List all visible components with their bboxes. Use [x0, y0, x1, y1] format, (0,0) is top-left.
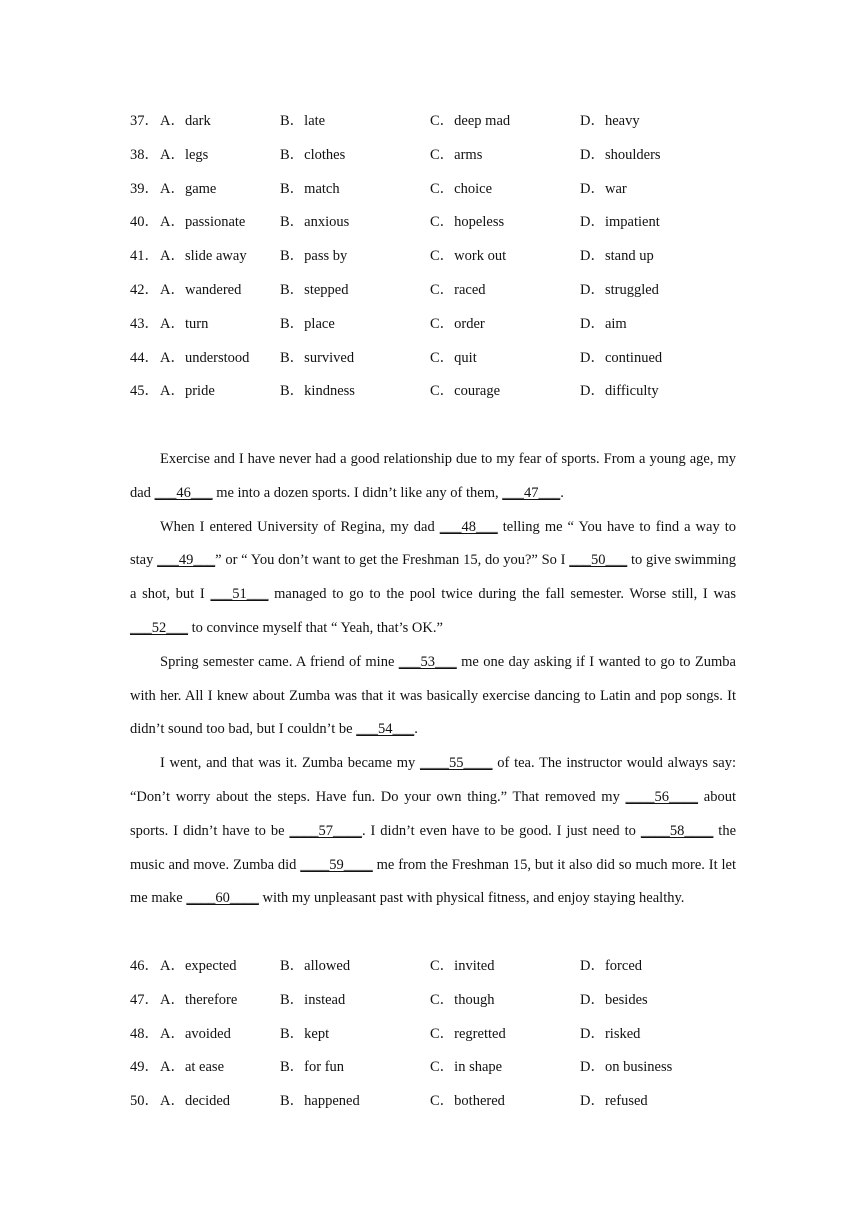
option-c: C．order — [430, 315, 485, 332]
option-b: B．survived — [280, 349, 355, 366]
option-b: B．stepped — [280, 281, 349, 298]
option-a: A．pride — [160, 383, 215, 400]
option-c: C．courage — [430, 383, 501, 400]
question-number: 50． — [130, 1093, 159, 1110]
question-number: 49． — [130, 1059, 159, 1076]
passage-text: about sports. I didn’t have to be — [130, 788, 736, 839]
option-d: D．heavy — [580, 113, 640, 129]
option-row-38 — [130, 139, 750, 173]
option-d: D．on business — [580, 1059, 673, 1076]
option-a: A．passionate — [160, 214, 246, 231]
option-row-42 — [130, 274, 750, 308]
option-c: C．hopeless — [430, 214, 505, 231]
passage-text: the music and move. Zumba did — [130, 822, 736, 873]
option-a: A．therefore — [160, 991, 238, 1008]
question-number: 40． — [130, 214, 159, 231]
option-c: C．in shape — [430, 1059, 503, 1076]
passage-text: with my unpleasant past with physical fitness, and enjoy staying healthy. — [258, 890, 685, 907]
option-b: B．for fun — [280, 1059, 345, 1076]
option-d: D．continued — [580, 349, 663, 366]
passage-text: telling me “ You have to find a way to stay — [130, 518, 736, 569]
option-row-37 — [130, 105, 750, 139]
blank-51: ___51___ — [210, 586, 269, 603]
option-d: D．shoulders — [580, 146, 661, 163]
blank-60: ____60____ — [186, 890, 259, 907]
question-number: 37． — [130, 113, 159, 129]
option-b: B．allowed — [280, 958, 351, 974]
passage-text: . — [560, 484, 564, 501]
option-a: A．avoided — [160, 1025, 231, 1042]
passage-text: ” or “ You don’t want to get the Freshman 15, do you?” So I — [215, 552, 570, 569]
option-row-39 — [130, 173, 750, 207]
option-d: D．besides — [580, 991, 648, 1008]
question-number: 41． — [130, 248, 159, 265]
blank-52: ___52___ — [130, 619, 188, 636]
option-c: C．deep mad — [430, 113, 511, 129]
question-number: 39． — [130, 180, 159, 197]
option-a: A．at ease — [160, 1059, 225, 1076]
passage-text: . I didn’t even have to be good. I just need to — [361, 822, 641, 839]
passage-text: to convince myself that “ Yeah, that’s OK.” — [188, 619, 443, 636]
blank-47: ___47___ — [502, 484, 561, 501]
options-bottom — [130, 950, 750, 1119]
passage-text: me one day asking if I wanted to go to Zumba with her. All I knew about Zumba was that it was basically exercise dancing to Latin and pop songs. It didn’t sound too bad, but I couldn’t be — [130, 653, 736, 738]
option-c: C．invited — [430, 958, 495, 974]
blank-49: ___49___ — [157, 552, 216, 569]
option-d: D．risked — [580, 1025, 641, 1042]
question-number: 43． — [130, 315, 159, 332]
option-a: A．dark — [160, 113, 211, 129]
option-b: B．kept — [280, 1025, 330, 1042]
paragraph-2 — [130, 511, 736, 646]
option-b: B．place — [280, 315, 335, 332]
passage-text: . — [414, 721, 418, 738]
passage-text: to give swimming a shot, but I — [130, 552, 736, 603]
cloze-passage — [130, 443, 736, 916]
option-a: A．slide away — [160, 248, 247, 265]
option-c: C．regretted — [430, 1025, 506, 1042]
blank-46: ___46___ — [154, 484, 213, 501]
paragraph-1 — [130, 443, 736, 511]
blank-57: ____57____ — [289, 822, 362, 839]
option-a: A．expected — [160, 958, 237, 974]
question-number: 48． — [130, 1025, 159, 1042]
option-d: D．refused — [580, 1093, 648, 1110]
passage-text: Spring semester came. A friend of mine — [160, 653, 399, 670]
option-row-50 — [130, 1085, 750, 1119]
option-c: C．bothered — [430, 1093, 505, 1110]
paragraph-4 — [130, 747, 736, 916]
option-row-40 — [130, 206, 750, 240]
option-row-48 — [130, 1018, 750, 1052]
blank-48: ___48___ — [439, 518, 498, 535]
option-b: B．match — [280, 180, 340, 197]
blank-50: ___50___ — [569, 552, 628, 569]
passage-text: me from the Freshman 15, but it also did so much more. It let me make — [130, 856, 736, 907]
question-number: 38． — [130, 146, 159, 163]
option-b: B．kindness — [280, 383, 355, 400]
question-number: 45． — [130, 383, 159, 400]
blank-55: ____55____ — [420, 755, 493, 772]
option-d: D．forced — [580, 958, 643, 974]
option-b: B．happened — [280, 1093, 360, 1110]
option-row-44 — [130, 342, 750, 376]
option-d: D．impatient — [580, 214, 660, 231]
passage-text: me into a dozen sports. I didn’t like any of them, — [212, 484, 503, 501]
option-a: A．turn — [160, 315, 209, 332]
blank-54: ___54___ — [356, 721, 415, 738]
option-b: B．late — [280, 113, 326, 129]
paragraph-3 — [130, 646, 736, 747]
option-c: C．quit — [430, 349, 477, 366]
option-d: D．difficulty — [580, 383, 659, 400]
question-number: 44． — [130, 349, 159, 366]
option-c: C．arms — [430, 146, 483, 163]
option-a: A．game — [160, 180, 217, 197]
passage-text: When I entered University of Regina, my dad — [160, 518, 440, 535]
option-c: C．work out — [430, 248, 507, 265]
option-a: A．understood — [160, 349, 250, 366]
option-b: B．instead — [280, 991, 346, 1008]
option-c: C．raced — [430, 281, 486, 298]
option-b: B．pass by — [280, 248, 348, 265]
blank-56: ____56____ — [625, 788, 699, 805]
question-number: 42． — [130, 281, 159, 298]
option-a: A．decided — [160, 1093, 231, 1110]
option-d: D．struggled — [580, 281, 659, 298]
option-row-41 — [130, 240, 750, 274]
option-row-46 — [130, 950, 750, 984]
option-a: A．legs — [160, 146, 209, 163]
option-d: D．war — [580, 180, 627, 197]
blank-58: ____58____ — [640, 822, 714, 839]
option-c: C．though — [430, 991, 495, 1008]
option-b: B．anxious — [280, 214, 350, 231]
option-a: A．wandered — [160, 281, 242, 298]
option-row-47 — [130, 984, 750, 1018]
passage-text: managed to go to the pool twice during the fall semester. Worse still, I was — [268, 586, 736, 603]
option-row-43 — [130, 308, 750, 342]
options-top — [130, 105, 750, 409]
option-d: D．aim — [580, 315, 627, 332]
question-number: 47． — [130, 991, 159, 1008]
passage-text: of tea. The instructor would always say: “Don’t worry about the steps. Have fun. Do your own thing.” That removed my — [130, 755, 736, 805]
passage-text: I went, and that was it. Zumba became my — [160, 755, 421, 772]
option-b: B．clothes — [280, 146, 346, 163]
passage-text: Exercise and I have never had a good relationship due to my fear of sports. From a young age, my dad — [130, 451, 736, 501]
blank-59: ____59____ — [300, 856, 373, 873]
option-row-49 — [130, 1051, 750, 1085]
blank-53: ___53___ — [398, 653, 457, 670]
option-c: C．choice — [430, 180, 493, 197]
option-row-45 — [130, 375, 750, 409]
question-number: 46． — [130, 958, 159, 974]
option-d: D．stand up — [580, 248, 654, 265]
